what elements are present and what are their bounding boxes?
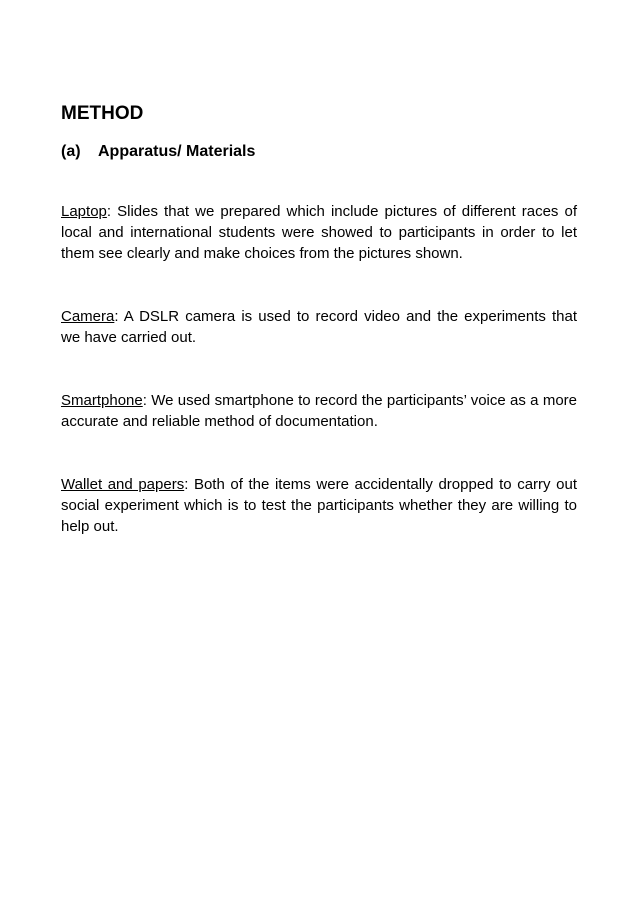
section-title: Apparatus/ Materials: [98, 143, 256, 160]
section-label: (a): [61, 143, 81, 160]
document-content: [61, 101, 577, 537]
item-term: Wallet and papers: [61, 476, 185, 493]
item-term: Smartphone: [61, 392, 143, 409]
item-term: Camera: [61, 308, 115, 325]
apparatus-subheading: [61, 141, 577, 163]
item-smartphone: [61, 390, 577, 432]
method-heading: METHOD: [61, 103, 144, 124]
item-camera: [61, 306, 577, 348]
item-text: : A DSLR camera is used to record video and the experiments that we have carried out.: [61, 308, 577, 346]
item-text: : Both of the items were accidentally dropped to carry out social experiment which is to test the participants whether they are willing to help out.: [61, 476, 577, 535]
item-laptop: [61, 201, 577, 264]
item-wallet-and-papers: [61, 474, 577, 537]
item-text: : Slides that we prepared which include pictures of different races of local and international students were showed to participants in order to let them see clearly and make choices from the pictures shown.: [61, 203, 577, 262]
item-text: : We used smartphone to record the participants’ voice as a more accurate and reliable method of documentation.: [61, 392, 577, 430]
item-term: Laptop: [61, 203, 107, 220]
